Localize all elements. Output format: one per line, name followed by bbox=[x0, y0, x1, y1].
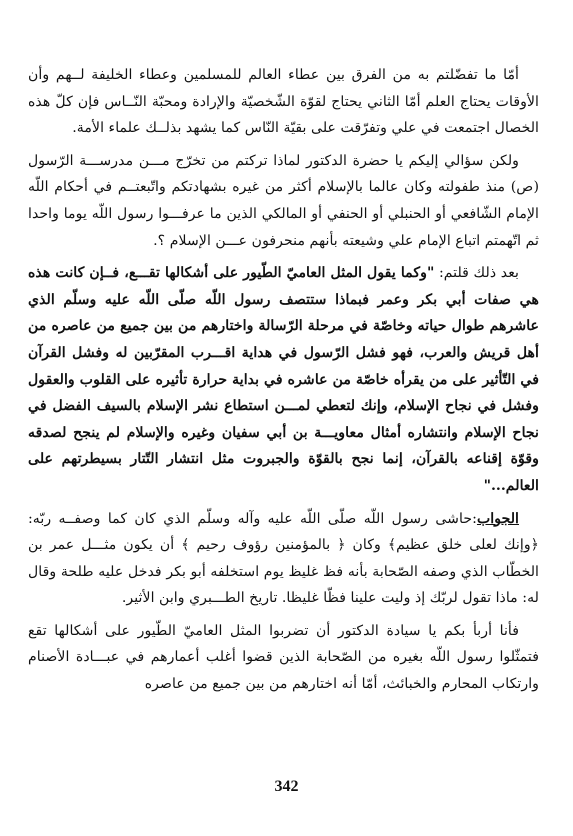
quote-lead: بعد ذلك قلتم: bbox=[434, 265, 519, 282]
paragraph-1: أمّا ما تفضّلتم به من الفرق بين عطاء العالم للمسلمين وعطاء الخليفة لــهم وأن الأوقات يحتاج العلم أمّا الثاني يحتاج لقوّة الشّخصيّة والإرادة ومحبّة النّــاس فإن كلّ هذه الخصال اجتمعت في علي وتفرّقت على بقيّة النّاس كما يشهد بذلــك علماء الأمة. bbox=[28, 67, 539, 137]
answer-paragraph bbox=[28, 506, 539, 612]
quote-paragraph bbox=[28, 260, 539, 499]
page-body bbox=[28, 62, 539, 704]
quote-text: "وكما يقول المثل العاميّ الطّيور على أشكالها تقـــع، فــإن كانت هذه هي صفات أبي بكر وعمر فبماذا ستتصف رسول اللّه صلّى اللّه عليه وسلّم الذي عاشرهم طوال حياته وخاصّة في مرحلة الرّسالة واختارهم من بين جميع من عاصره من أهل قريش والعرب، فهو فشل الرّسول في هداية اقـــرب المقرّبين له وفشل القرآن في التّأثير على من يقرأه خاصّة من عاشره في بداية حرارة تأثيره على القلوب والعقول وفشل في نجاح الإسلام، وإنك لتعطي لمـــن استطاع نشر الإسلام بالسيف الفضل في نجاح الإسلام وانتشاره أمثال معاويـــة بن أبي سفيان وغيره والإسلام لم ينجح لصدقه وقوّة إقناعه بالقرآن، إنما نجح بالقوّة والجبروت مثل انتشار التّتار بسيطرتهم على العالم..." bbox=[28, 265, 540, 494]
paragraph-final: فأنا أربأ بكم يا سيادة الدكتور أن تضربوا المثل العاميّ الطّيور على أشكالها تقع فتمثّلوا رسول اللّه بغيره من الصّحابة الذين قضوا أغلب أعمارهم في عبـــادة الأصنام وارتكاب المحارم والخبائث، أمّا أنه اختارهم من بين جميع من عاصره bbox=[28, 622, 539, 693]
answer-text: :حاشى رسول اللّه صلّى اللّه عليه وآله وسلّم الذي كان كما وصفــه ربّه: ﴿وإنك لعلى خلق عظيم﴾ وكان ﴿ بالمؤمنين رؤوف رحيم ﴾ أن يكون مثـــل عمر بن الخطّاب الذي وصفه الصّحابة بأنه فظ غليظ يوم استخلفه أبو بكر فدخل عليه طلحة وقال له: ماذا تقول لربّك إذ وليت علينا فظّا غليظا. تاريخ الطـــبري وابن الأثير. bbox=[28, 510, 539, 607]
answer-title: الجواب bbox=[476, 510, 519, 527]
paragraph-2: ولكن سؤالي إليكم يا حضرة الدكتور لماذا تركتم من تخرّج مـــن مدرســـة الرّسول (ص) منذ طفولته وكان عالما بالإسلام أكثر من غيره بشهادتكم واتّبعتــم في أحكام اللّه الإمام الشّافعي أو الحنبلي أو الحنفي أو المالكي الذين ما عرفـــوا رسول اللّه يوما واحدا ثم اتّهمتم اتباع الإمام علي وشيعته بأنهم منحرفون عـــن الإسلام ؟. bbox=[28, 152, 539, 249]
page-number: 342 bbox=[274, 778, 299, 795]
